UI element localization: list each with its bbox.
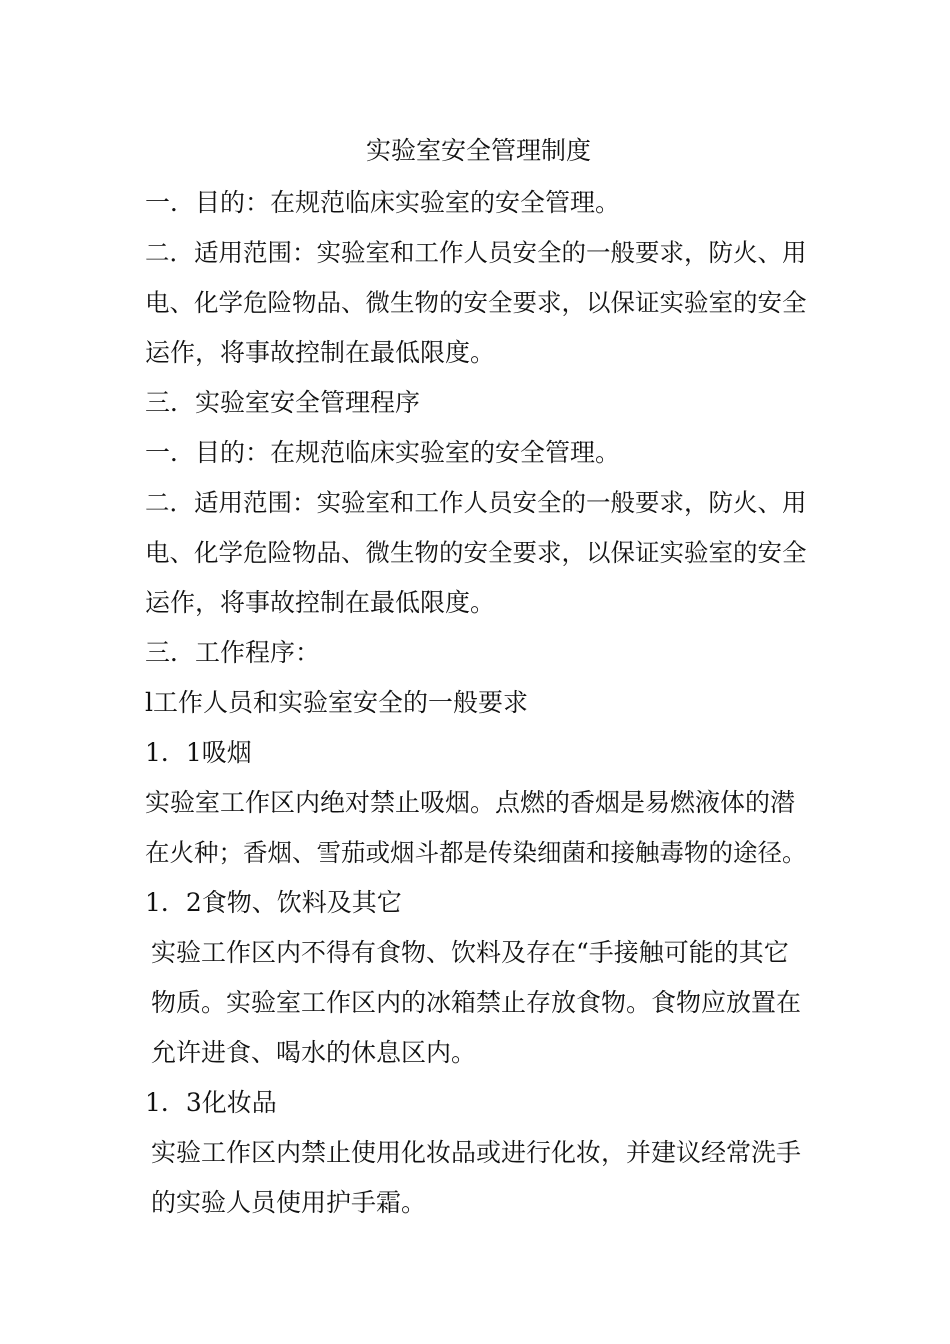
item-heading-food bbox=[145, 878, 810, 928]
text-line: 允许进食、喝水的休息区内。 bbox=[151, 1038, 477, 1067]
text-line: 实验工作区内不得有食物、饮料及存在“手接触可能的其它 bbox=[151, 938, 789, 967]
text-line: 实验工作区内禁止使用化妆品或进行化妆，并建议经常洗手 bbox=[151, 1138, 802, 1167]
section-heading bbox=[145, 628, 810, 678]
text-line: 在火种；香烟、雪茄或烟斗都是传染细菌和接触毒物的途径。 bbox=[145, 838, 807, 867]
text-line: 1．1吸烟 bbox=[145, 738, 252, 767]
paragraph-scope-repeat bbox=[145, 478, 810, 628]
item-heading-smoking bbox=[145, 728, 810, 778]
document-title: 实验室安全管理制度 bbox=[365, 136, 591, 165]
section-heading bbox=[145, 378, 810, 428]
paragraph-scope bbox=[145, 228, 810, 378]
text-line: 实验室工作区内绝对禁止吸烟。点燃的香烟是易燃液体的潜 bbox=[145, 788, 796, 817]
text-line: 三．实验室安全管理程序 bbox=[145, 388, 421, 417]
text-line: 的实验人员使用护手霜。 bbox=[151, 1188, 427, 1217]
text-line: 一．目的：在规范临床实验室的安全管理。 bbox=[145, 438, 621, 467]
paragraph-purpose-repeat bbox=[145, 428, 810, 478]
text-line: 二．适用范围：实验室和工作人员安全的一般要求，防火、用 bbox=[145, 238, 807, 267]
text-line: 一．目的：在规范临床实验室的安全管理。 bbox=[145, 188, 621, 217]
paragraph-purpose bbox=[145, 178, 810, 228]
paragraph-smoking bbox=[145, 778, 810, 878]
text-line: 运作，将事故控制在最低限度。 bbox=[145, 338, 496, 367]
text-line: 二．适用范围：实验室和工作人员安全的一般要求，防火、用 bbox=[145, 488, 807, 517]
text-line: l工作人员和实验室安全的一般要求 bbox=[145, 688, 528, 717]
text-line: 电、化学危险物品、微生物的安全要求，以保证实验室的安全 bbox=[145, 288, 807, 317]
text-line: 电、化学危险物品、微生物的安全要求，以保证实验室的安全 bbox=[145, 538, 807, 567]
document-page bbox=[145, 128, 810, 1228]
text-line: 运作，将事故控制在最低限度。 bbox=[145, 588, 496, 617]
subsection-heading bbox=[145, 678, 810, 728]
text-line: 三．工作程序： bbox=[145, 638, 321, 667]
text-line: 1．3化妆品 bbox=[145, 1088, 277, 1117]
paragraph-cosmetics bbox=[145, 1128, 810, 1228]
text-line: 1．2食物、饮料及其它 bbox=[145, 888, 402, 917]
item-heading-cosmetics bbox=[145, 1078, 810, 1128]
text-line: 物质。实验室工作区内的冰箱禁止存放食物。食物应放置在 bbox=[151, 988, 802, 1017]
paragraph-food bbox=[145, 928, 810, 1078]
